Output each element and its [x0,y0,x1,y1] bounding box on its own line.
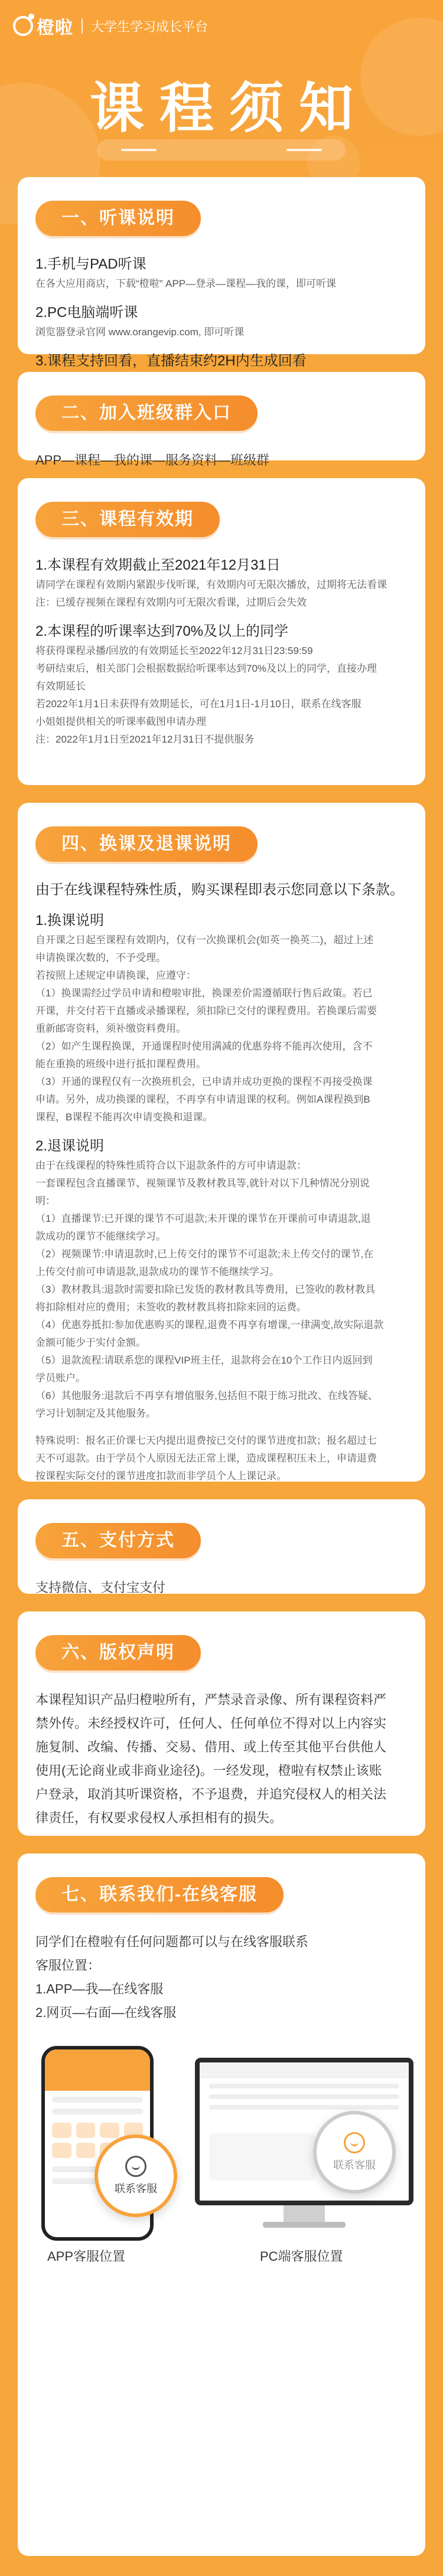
title-underline-decor [97,139,346,161]
section-card-listening [18,177,425,369]
brand-slogan: 大学生学习成长平台 [91,19,209,34]
item-text: 金额可能少于实付金额。 [35,1337,146,1348]
item-text: （3）教材教具:退款时需要扣除已发货的教材教具等费用，已签收的教材教具 [35,1284,376,1295]
brand-bar [13,13,208,39]
brand-name: 橙啦 [37,18,73,38]
item-heading: 3.课程支持回看，直播结束约2H内生成回看 [35,353,307,369]
item-text: 1.APP—我—在线客服 [35,1982,164,1996]
item-text: 重新邮寄资料，须补缴资料费用。 [35,1023,186,1034]
item-text: 若按照上述规定申请换课，应遵守： [35,970,196,981]
item-text: （5）退款流程:请联系您的课程VIP班主任，退款将会在10个工作日内返回到 [35,1355,373,1366]
item-text: 学习计划制定及其他服务。 [35,1408,156,1419]
brand-logo[interactable] [13,13,73,39]
section-card-payment [18,1499,425,1594]
item-heading: 1.换课说明 [35,913,105,929]
section-tag: 六、版权声明 [35,1635,201,1671]
item-text: 本课程知识产品归橙啦所有，严禁录音录像、所有课程资料严 [35,1692,387,1707]
brand-divider [82,18,83,34]
item-text: 使用(无论商业或非商业途径)。一经发现，橙啦有权禁止该账 [35,1763,382,1778]
item-text: 施复制、改编、传播、交易、借用、或上传至其他平台供他人 [35,1740,387,1754]
item-text: 将获得课程录播/回放的有效期延长至2022年12月31日23:59:59 [35,645,313,656]
item-heading: 2.本课程的听课率达到70%及以上的同学 [35,623,289,639]
item-text: （3）开通的课程仅有一次换班机会，已申请并成功更换的课程不再接受换课 [35,1076,373,1087]
item-heading: 2.PC电脑端听课 [35,305,138,321]
item-text: 天不可退款。由于学员个人原因无法正常上课，造成课程积压未上，申请退费 [35,1453,377,1464]
app-service-callout[interactable] [95,2134,177,2217]
item-heading: 1.本课程有效期截止至2021年12月31日 [35,557,281,573]
item-text: 按课程实际交付的课节进度扣款而非学员个人上课记录。 [35,1470,286,1482]
item-text: （1）换课需经过学员申请和橙啦审批，换课差价需遵循联行售后政策。若已 [35,988,373,999]
service-location-illustrations [35,2046,408,2264]
section-tag: 一、听课说明 [35,201,201,236]
app-location-caption: APP客服位置 [47,2249,126,2264]
item-text: 开课，并交付若干直播或录播课程，须扣除已交付的课程费用。若换课后需要 [35,1005,377,1016]
section-tag: 五、支付方式 [35,1523,201,1558]
monitor-base [263,2222,346,2228]
item-text: 支持微信、支付宝支付 [35,1580,166,1595]
item-heading: 1.手机与PAD听课 [35,256,146,272]
section-tag: 二、加入班级群入口 [35,395,258,431]
item-text: 能在重换的班级中进行抵扣课程费用。 [35,1058,206,1070]
item-text: 申请。另外，成功换课的课程，不再享有申请退课的权利。例如A课程换到B [35,1094,370,1105]
item-text: 若2022年1月1日未获得有效期延长，可在1月1日-1月10日，联系在线客服 [35,698,361,710]
section-card-refund [18,803,425,1482]
section-tag: 七、联系我们-在线客服 [35,1877,284,1913]
item-text: 上传交付前可申请退款,退款成功的课节不能继续学习。 [35,1266,279,1277]
callout-label: 联系客服 [115,2183,157,2195]
item-text: 申请换课次数的，不予受理。 [35,952,166,963]
item-heading: 2.退课说明 [35,1138,105,1154]
item-text: 课程，B课程不能再次申请变换和退课。 [35,1112,213,1123]
customer-service-icon [125,2156,146,2177]
item-text: 客服位置： [35,1958,101,1973]
item-text: 户登录，取消其听课资格，不予退费，并追究侵权人的相关法 [35,1787,387,1802]
item-text: （2）视频课节:申请退款时,已上传交付的课节不可退款;未上传交付的课节,在 [35,1248,374,1260]
item-text: 考研结束后，相关部门会根据数据给听课率达到70%及以上的同学，直接办理 [35,663,377,674]
item-text: 浏览器登录官网 www.orangevip.com, 即可听课 [35,326,245,338]
item-text: 特殊说明：报名正价课七天内提出退费按已交付的课节进度扣款；报名超过七 [35,1435,377,1446]
item-text: 学员账户。 [35,1372,86,1384]
item-text: 律责任，有权要求侵权人承担相有的损失。 [35,1810,283,1825]
section-card-contact [18,1853,425,2556]
section-card-copyright [18,1611,425,1836]
section-card-class-group [18,372,425,468]
callout-label: 联系客服 [333,2159,376,2171]
item-text: 款成功的课节不能继续学习。 [35,1231,166,1242]
item-text: 注：2022年1月1日至2021年12月31日不提供服务 [35,734,255,745]
item-text: 请同学在课程有效期内紧跟步伐听课，有效期内可无限次播放，过期将无法看课 [35,579,387,590]
item-text: 在各大应用商店，下载“橙啦” APP—登录—课程—我的课，即可听课 [35,278,337,289]
item-text: 将扣除相对应的费用；未签收的教材教具将扣除来回的运费。 [35,1302,307,1313]
item-text: （4）优惠券抵扣:参加优惠购买的课程,退费不再享有增课,一律满变,故实际退款 [35,1319,384,1331]
logo-icon [13,16,33,36]
item-text: （1）直播课节:已开课的课节不可退款;未开课的课节在开课前可申请退款,退 [35,1213,371,1224]
item-text: 一套课程包含直播课节、视频课节及教材教具等,就针对以下几种情况分别说 [35,1178,370,1189]
monitor-stand [284,2205,325,2223]
section-tag: 四、换课及退课说明 [35,826,258,862]
section-tag: 三、课程有效期 [35,502,220,537]
item-text: 禁外传。未经授权许可，任何人、任何单位不得对以上内容实 [35,1716,387,1731]
item-text: 明： [35,1195,56,1207]
pc-service-callout[interactable] [313,2111,396,2193]
customer-service-icon [344,2132,365,2153]
pc-location-caption: PC端客服位置 [260,2249,343,2264]
item-text: APP—课程—我的课—服务资料—班级群 [35,453,270,468]
item-text: 同学们在橙啦有任何问题都可以与在线客服联系 [35,1934,309,1949]
item-text: 有效期延长 [35,681,86,692]
section-intro: 由于在线课程特殊性质，购买课程即表示您同意以下条款。 [35,882,404,898]
item-text: 小姐姐提供相关的听课率截图申请办理 [35,716,206,727]
item-text: 自开课之日起至课程有效期内，仅有一次换课机会(如英一换英二)，超过上述 [35,934,374,946]
item-text: （6）其他服务:退款后不再享有增值服务,包括但不限于练习批改、在线答疑、 [35,1390,378,1401]
item-text: 2.网页—右面—在线客服 [35,2005,177,2020]
item-text: 由于在线课程的特殊性质符合以下退款条件的方可申请退款： [35,1160,307,1171]
item-text: 注：已缓存视频在课程有效期内可无限次看课，过期后会失效 [35,597,307,608]
section-card-validity [18,478,425,785]
page-title: 课程须知 [89,79,369,139]
item-text: （2）如产生课程换课，开通课程时使用满减的优惠券将不能再次使用，含不 [35,1041,373,1052]
